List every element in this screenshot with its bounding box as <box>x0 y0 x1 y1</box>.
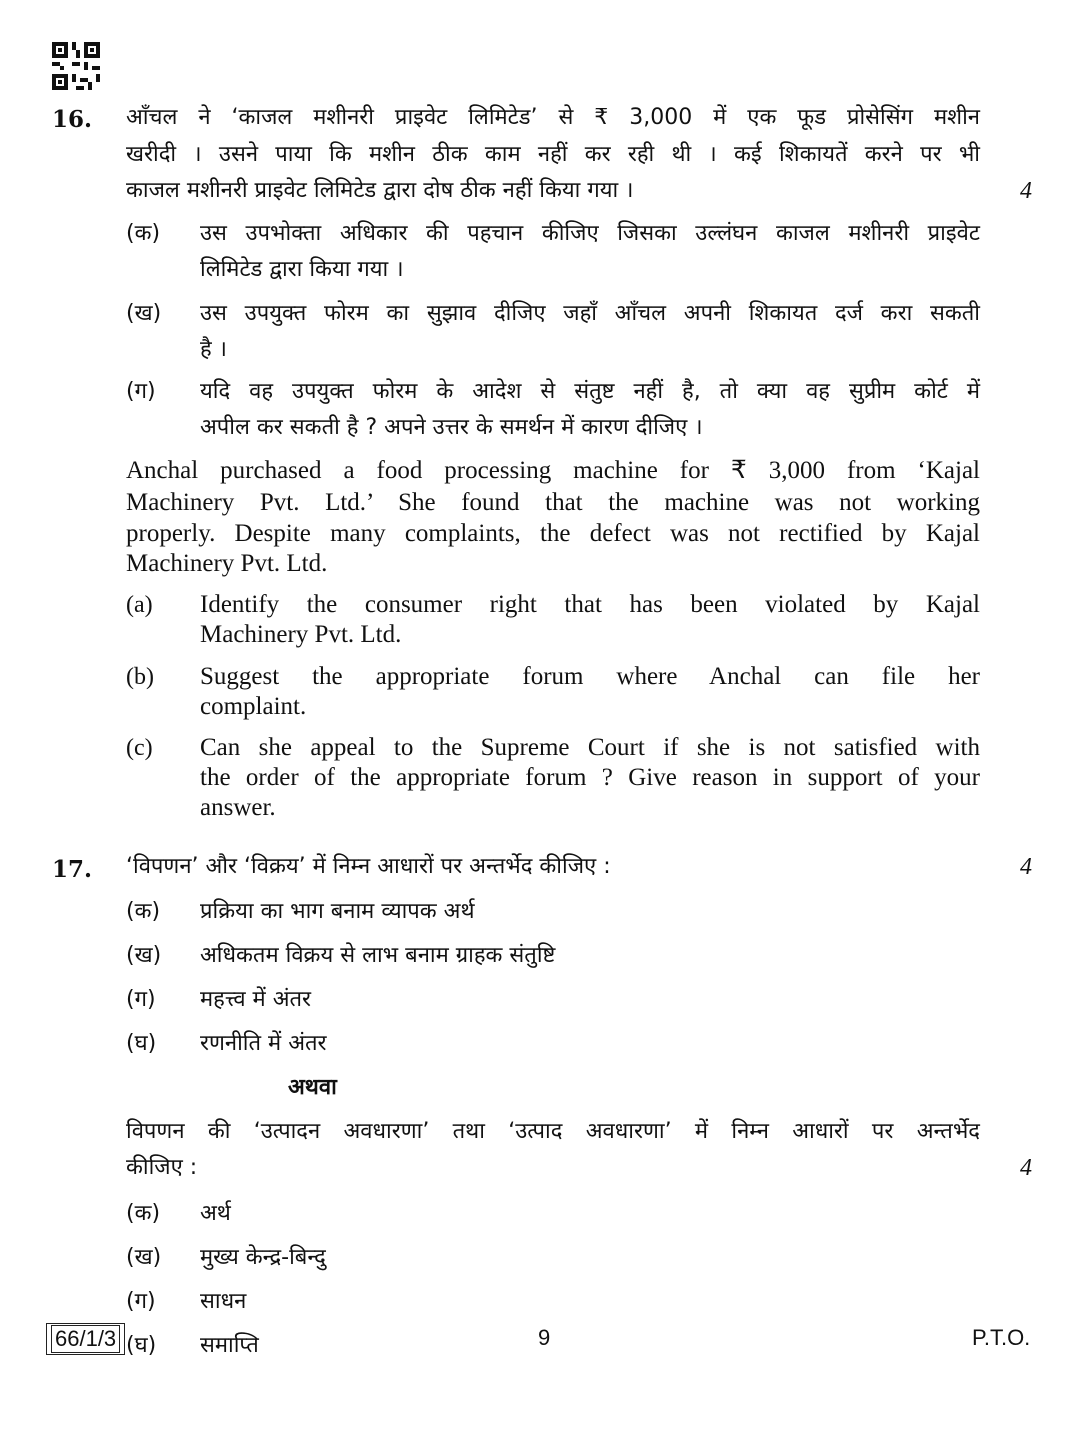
part-label: (a) <box>126 592 153 618</box>
part-label: (घ) <box>126 1333 157 1358</box>
part-text: the order of the appropriate forum ? Give reason in support of your <box>200 764 980 791</box>
part-text: Identify the consumer right that has been violated by Kajal <box>200 591 980 618</box>
part-text: साधन <box>200 1289 247 1314</box>
part-text: complaint. <box>200 693 307 720</box>
part-label: (घ) <box>126 1031 157 1056</box>
marks: 4 <box>1020 854 1032 880</box>
part-text: उस उपभोक्ता अधिकार की पहचान कीजिए जिसका उल्लंघन काजल मशीनरी प्राइवेट <box>200 221 980 246</box>
part-text: answer. <box>200 794 276 821</box>
part-text: Can she appeal to the Supreme Court if she is not satisfied with <box>200 734 980 761</box>
part-label: (ख) <box>126 301 162 326</box>
part-label: (b) <box>126 664 154 690</box>
or-separator: अथवा <box>288 1075 337 1100</box>
part-text: अर्थ <box>200 1201 231 1226</box>
question-number: 16. <box>52 106 93 133</box>
part-label: (क) <box>126 899 161 924</box>
part-text: उस उपयुक्त फोरम का सुझाव दीजिए जहाँ आँचल अपनी शिकायत दर्ज करा सकती <box>200 301 980 326</box>
part-text: महत्त्व में अंतर <box>200 987 312 1012</box>
q16-english-line: properly. Despite many complaints, the defect was not rectified by Kajal <box>126 520 980 547</box>
q16-english-line: Anchal purchased a food processing machine for ₹ 3,000 from ‘Kajal <box>126 457 980 484</box>
part-text: प्रक्रिया का भाग बनाम व्यापक अर्थ <box>200 899 475 924</box>
q17-alt-line: विपणन की ‘उत्पादन अवधारणा’ तथा ‘उत्पाद अवधारणा’ में निम्न आधारों पर अन्तर्भेद <box>126 1119 980 1144</box>
part-label: (क) <box>126 221 161 246</box>
part-text: लिमिटेड द्वारा किया गया । <box>200 257 404 282</box>
pto-label: P.T.O. <box>972 1325 1031 1350</box>
q16-hindi-line: खरीदी । उसने पाया कि मशीन ठीक काम नहीं कर रही थी । कई शिकायतें करने पर भी <box>126 142 980 167</box>
part-label: (ग) <box>126 379 156 404</box>
part-text: रणनीति में अंतर <box>200 1031 327 1056</box>
part-text: है । <box>200 337 228 362</box>
marks: 4 <box>1020 178 1032 204</box>
part-label: (ख) <box>126 1245 162 1270</box>
part-label: (क) <box>126 1201 161 1226</box>
part-text: अधिकतम विक्रय से लाभ बनाम ग्राहक संतुष्टि <box>200 943 556 968</box>
part-text: यदि वह उपयुक्त फोरम के आदेश से संतुष्ट नहीं है, तो क्या वह सुप्रीम कोर्ट में <box>200 379 980 404</box>
qr-code-icon <box>52 42 100 90</box>
q16-hindi-line: काजल मशीनरी प्राइवेट लिमिटेड द्वारा दोष ठीक नहीं किया गया । <box>126 178 634 203</box>
part-text: Suggest the appropriate forum where Anchal can file her <box>200 663 980 690</box>
question-number: 17. <box>52 856 93 883</box>
part-label: (c) <box>126 735 153 761</box>
part-text: Machinery Pvt. Ltd. <box>200 621 402 648</box>
page-number: 9 <box>538 1325 551 1350</box>
q17-stem: ‘विपणन’ और ‘विक्रय’ में निम्न आधारों पर अन्तर्भेद कीजिए : <box>126 854 611 879</box>
q16-english-line: Machinery Pvt. Ltd. <box>126 550 328 577</box>
part-label: (ख) <box>126 943 162 968</box>
q17-alt-line: कीजिए : <box>126 1155 198 1180</box>
q16-hindi-line: आँचल ने ‘काजल मशीनरी प्राइवेट लिमिटेड’ से ₹ 3,000 में एक फूड प्रोसेसिंग मशीन <box>126 105 980 130</box>
paper-code: 66/1/3 <box>46 1323 125 1355</box>
part-text: अपील कर सकती है ? अपने उत्तर के समर्थन में कारण दीजिए । <box>200 415 703 440</box>
part-label: (ग) <box>126 987 156 1012</box>
part-text: समाप्ति <box>200 1333 259 1358</box>
q16-english-line: Machinery Pvt. Ltd.’ She found that the machine was not working <box>126 489 980 516</box>
part-label: (ग) <box>126 1289 156 1314</box>
part-text: मुख्य केन्द्र-बिन्दु <box>200 1245 326 1270</box>
marks: 4 <box>1020 1155 1032 1181</box>
